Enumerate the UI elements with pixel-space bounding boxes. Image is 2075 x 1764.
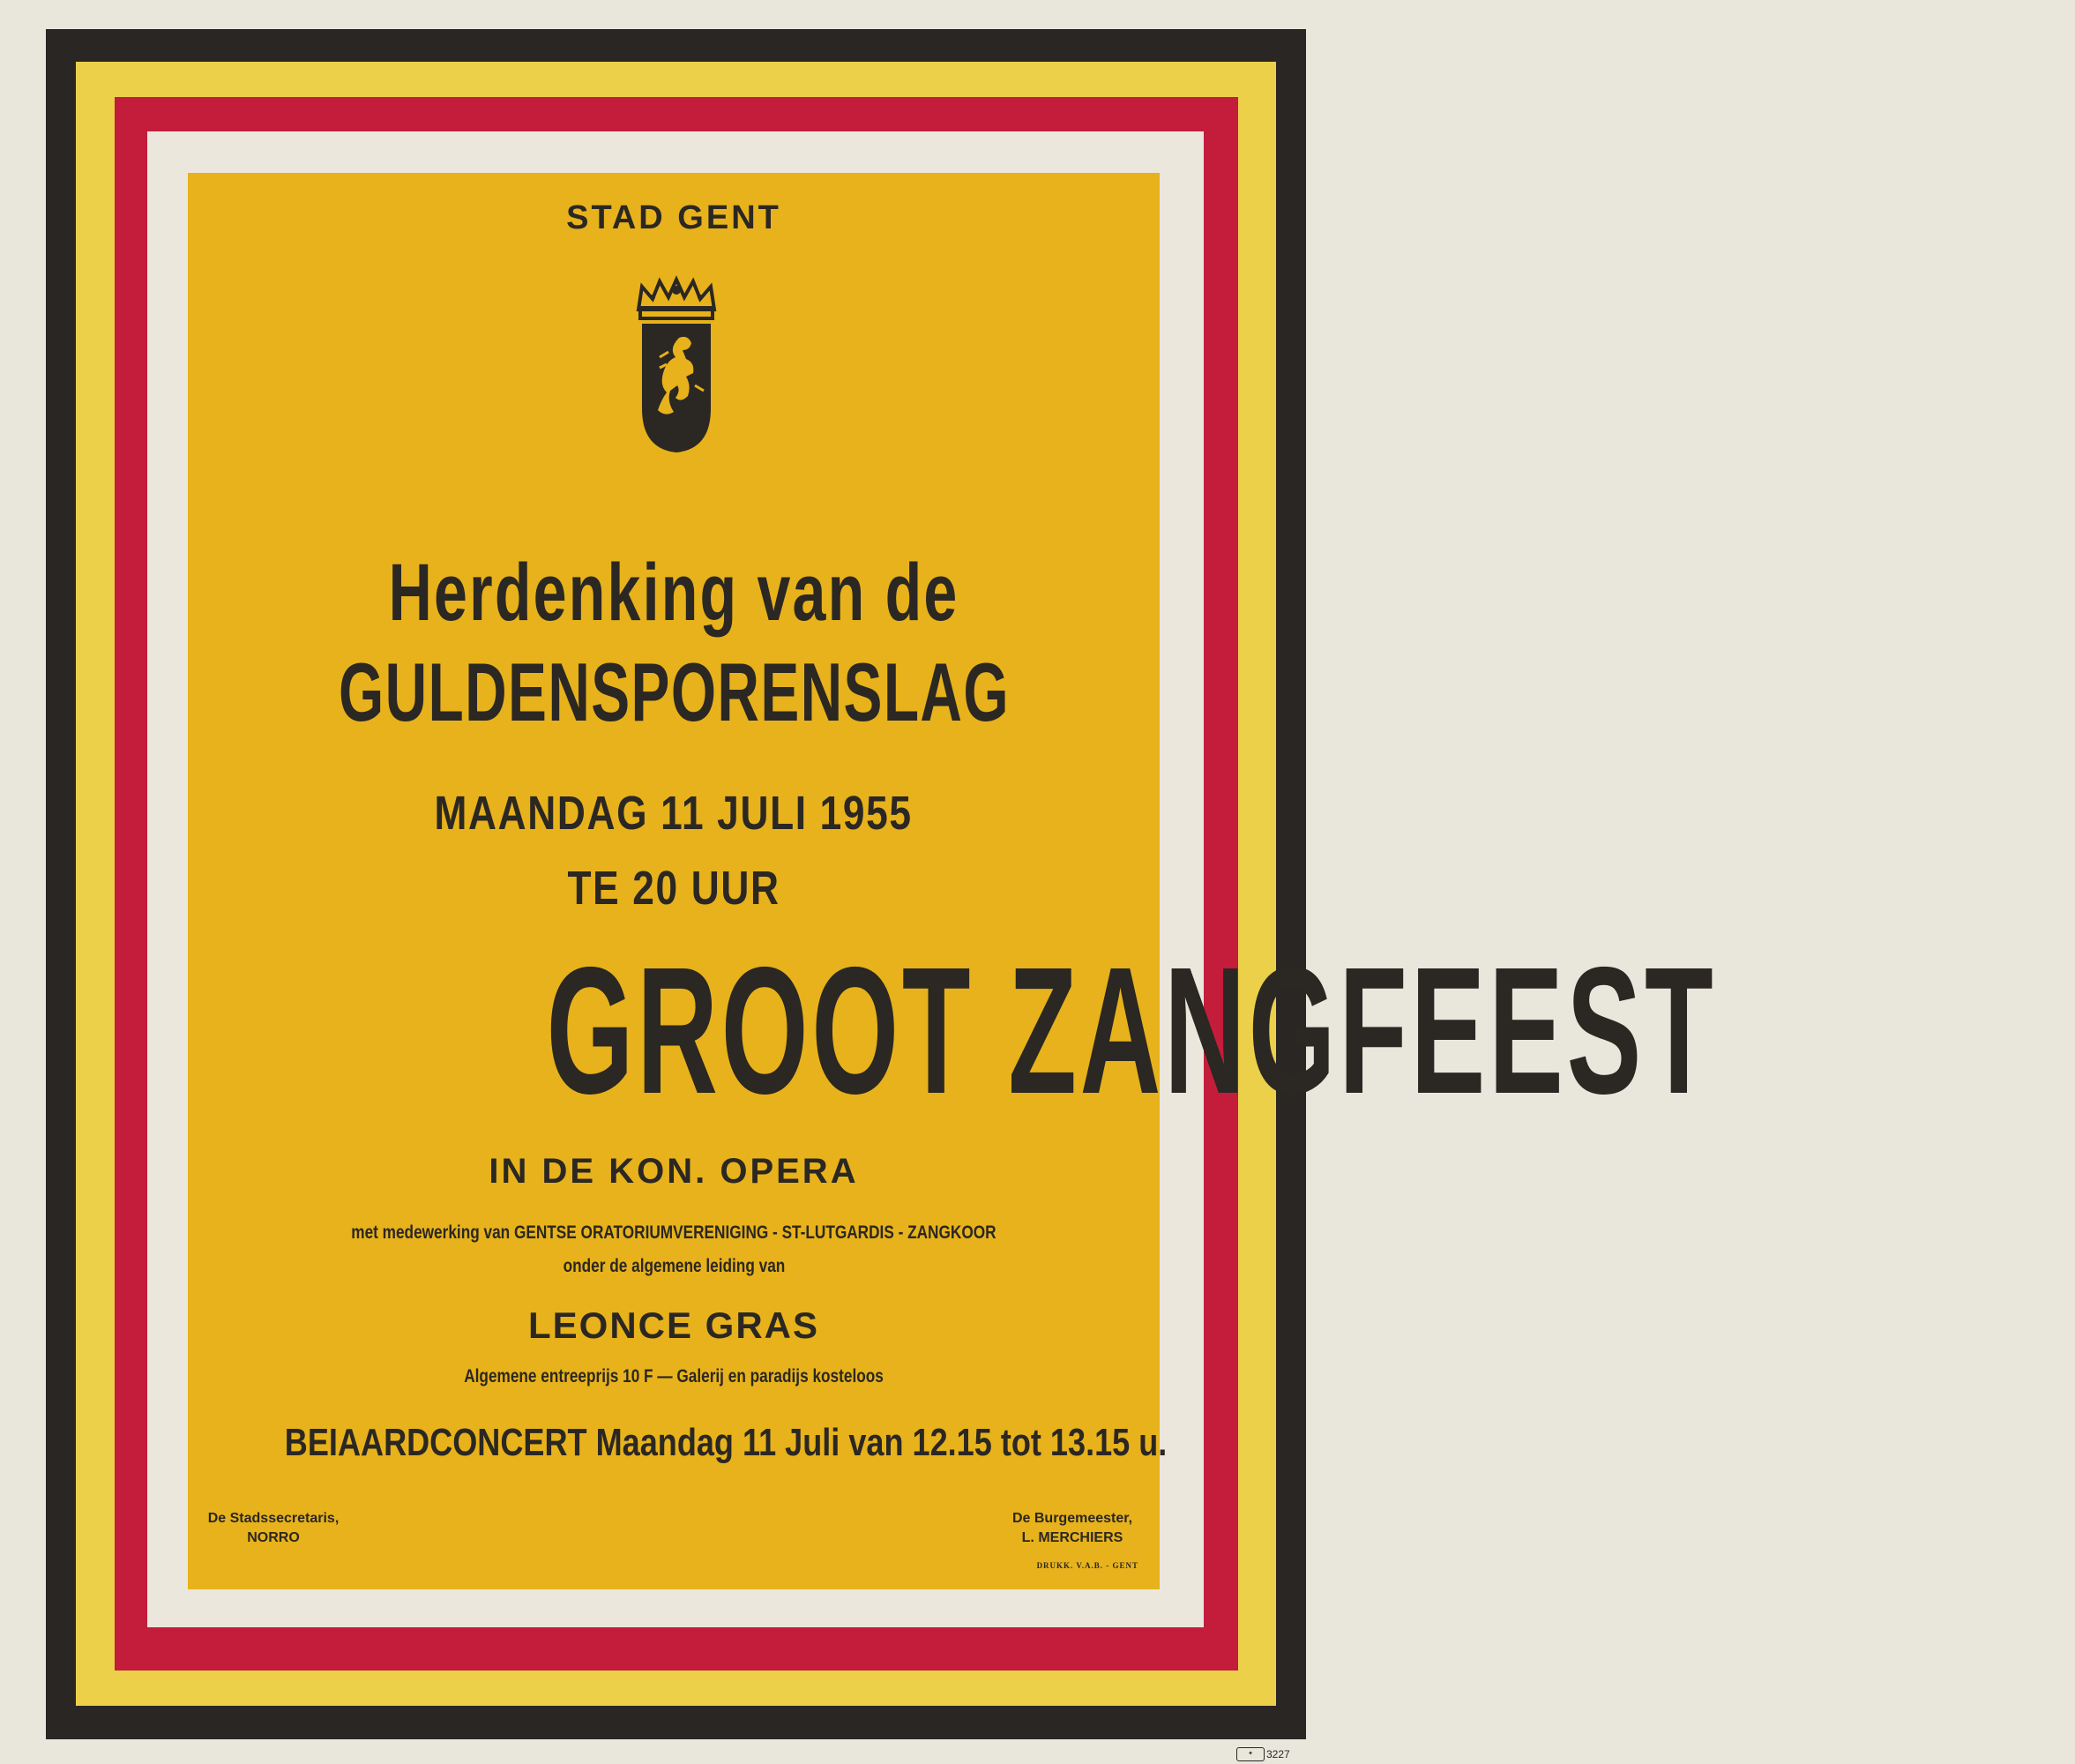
archive-stamp: [1236, 1747, 1290, 1761]
printer-credit: DRUKK. V.A.B. - GENT: [1036, 1561, 1138, 1570]
city-header: STAD GENT: [566, 199, 781, 236]
direction-line: onder de algemene leiding van: [563, 1256, 785, 1276]
headline: GROOT ZANGFEEST: [546, 930, 1717, 1132]
cooperation-line: met medewerking van GENTSE ORATORIUMVERENIGING - ST-LUTGARDIS - ZANGKOOR: [351, 1222, 996, 1243]
secretary-signature-block: [198, 1509, 348, 1549]
price-line: Algemene entreeprijs 10 F — Galerij en paradijs kosteloos: [464, 1366, 884, 1387]
event-date: MAANDAG 11 JULI 1955: [434, 787, 914, 840]
conductor-name: LEONCE GRAS: [527, 1304, 820, 1346]
carillon-concert-line: BEIAARDCONCERT Maandag 11 Juli van 12.15 tot 13.15 u.: [284, 1421, 1168, 1464]
secretary-title: De Stadssecretaris,: [207, 1511, 340, 1526]
poster-panel: [188, 173, 1717, 1589]
title-line-1: Herdenking van de: [388, 548, 959, 638]
title-line-2: GULDENSPORENSLAG: [338, 646, 1010, 738]
archive-number: 3227: [1266, 1748, 1290, 1760]
mayor-title: De Burgemeester,: [1011, 1511, 1133, 1526]
venue: IN DE KON. OPERA: [489, 1152, 859, 1191]
secretary-name: NORRO: [247, 1530, 300, 1546]
ghent-coat-of-arms-icon: [633, 276, 720, 457]
archive-stamp-icon: ✦: [1236, 1747, 1265, 1761]
mayor-name: L. MERCHIERS: [1021, 1530, 1123, 1546]
mayor-signature-block: [997, 1509, 1147, 1549]
event-time: TE 20 UUR: [567, 862, 780, 915]
